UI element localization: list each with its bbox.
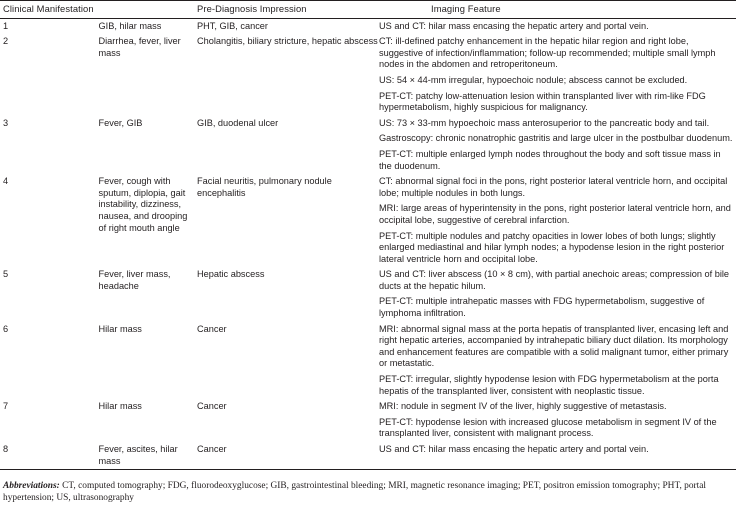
clinical-manifestation-cell: Diarrhea, fever, liver mass (98, 36, 181, 58)
clinical-manifestation-cell: Fever, cough with sputum, diplopia, gait instability, dizziness, nausea, and drooping of right mouth angle (98, 176, 188, 233)
table-row (0, 18, 736, 36)
table-row (0, 118, 736, 176)
imaging-finding: US and CT: hilar mass encasing the hepatic artery and portal vein. (379, 444, 649, 454)
abbreviations-label: Abbreviations: (3, 481, 60, 491)
row-number: 6 (3, 323, 9, 334)
imaging-feature-cell (379, 176, 736, 269)
prediagnosis-cell: PHT, GIB, cancer (197, 20, 268, 31)
imaging-finding: CT: abnormal signal foci in the pons, right posterior lateral ventricle horn, and occipital lobe; multiple nodules in both lungs. (379, 176, 728, 198)
imaging-finding: PET-CT: hypodense lesion with increased glucose metabolism in segment IV of the transplanted liver, consistent with malignant process. (379, 416, 717, 439)
table-row (0, 444, 736, 470)
imaging-finding: MRI: nodule in segment IV of the liver, highly suggestive of metastasis. (379, 401, 667, 412)
prediagnosis-cell: Facial neuritis, pulmonary nodule encephalitis (197, 176, 332, 198)
prediagnosis-cell: Cancer (197, 401, 227, 412)
imaging-feature-cell (379, 401, 736, 444)
clinical-manifestation-cell: Fever, GIB (98, 117, 143, 128)
prediagnosis-cell: Cancer (197, 323, 227, 334)
table-row (0, 269, 736, 323)
prediagnosis-cell: Hepatic abscess (197, 269, 265, 280)
abbreviations-footnote (3, 480, 737, 505)
row-number: 4 (3, 176, 9, 187)
table-row (0, 324, 736, 402)
row-number: 3 (3, 117, 9, 128)
prediagnosis-cell: Cancer (197, 444, 379, 470)
header-clinical-manifestation: Clinical Manifestation (0, 1, 197, 19)
imaging-finding: US: 73 × 33-mm hypoechoic mass anterosuperior to the pancreatic body and tail. (379, 117, 710, 128)
row-number: 5 (3, 269, 9, 280)
table-row (0, 401, 736, 444)
clinical-manifestation-cell: Hilar mass (98, 401, 142, 412)
row-number: 1 (3, 20, 9, 31)
prediagnosis-cell: Cholangitis, biliary stricture, hepatic abscess (197, 36, 378, 47)
row-number: 2 (3, 36, 9, 47)
imaging-finding: US and CT: liver abscess (10 × 8 cm), with partial anechoic areas; compression of bile ducts at the hepatic hilum. (379, 269, 730, 291)
table-header-row (0, 1, 736, 19)
clinical-manifestation-cell: GIB, hilar mass (98, 20, 162, 31)
imaging-finding: MRI: large areas of hyperintensity in the pons, right posterior lateral ventricle horn, and occipital lobe, suggestive of cerebral infarction. (379, 203, 731, 225)
imaging-feature-cell (379, 269, 736, 323)
imaging-finding: PET-CT: multiple intrahepatic masses with FDG hypermetabolism, suggestive of lymphoma infiltration. (379, 296, 705, 319)
clinical-manifestation-cell: Fever, ascites, hilar mass (99, 444, 198, 470)
imaging-feature-cell (379, 324, 736, 402)
header-prediagnosis-impression: Pre-Diagnosis Impression (197, 1, 379, 19)
imaging-feature-cell (379, 118, 736, 176)
imaging-feature-cell (379, 36, 736, 118)
table-row (0, 36, 736, 118)
row-number: 8 (0, 444, 99, 470)
prediagnosis-cell: GIB, duodenal ulcer (197, 117, 279, 128)
imaging-finding: US and CT: hilar mass encasing the hepatic artery and portal vein. (379, 20, 649, 31)
row-number: 7 (3, 401, 9, 412)
imaging-finding: PET-CT: irregular, slightly hypodense lesion with FDG hypermetabolism at the porta hepatis of the transplanted liver, consistent with neoplastic tissue. (379, 374, 719, 396)
imaging-finding: US: 54 × 44-mm irregular, hypoechoic nodule; abscess cannot be excluded. (379, 74, 688, 85)
imaging-finding: PET-CT: multiple nodules and patchy opacities in lower lobes of both lungs; slightly enlarged mediastinal and hilar lymph nodes; a hypodense lesion in the right posterior lateral ventricle horn and occipital lobe. (379, 230, 725, 264)
abbreviations-text: CT, computed tomography; FDG, fluorodeoxyglucose; GIB, gastrointestinal bleeding; MRI, magnetic resonance imaging; PET, positron emission tomography; PHT, portal hypertension; US, ultrasonography (3, 481, 707, 504)
clinical-manifestation-cell: Hilar mass (98, 323, 142, 334)
imaging-finding: PET-CT: patchy low-attenuation lesion within transplanted liver with rim-like FDG hypermetabolism, highly suspicious for malignancy. (379, 90, 706, 113)
imaging-feature-cell (379, 18, 736, 36)
clinical-manifestation-cell: Fever, liver mass, headache (98, 269, 171, 291)
imaging-feature-cell (379, 444, 736, 470)
table-row (0, 176, 736, 269)
imaging-finding: CT: ill-defined patchy enhancement in the hepatic hilar region and right lobe, suggestive of infection/inflammation; follow-up recommended; multiple small lymph nodes in the abdomen and retroperitoneum. (379, 36, 716, 70)
imaging-finding: MRI: abnormal signal mass at the porta hepatis of transplanted liver, encasing left and right hepatic arteries, accompanied by intrahepatic biliary duct dilation. Its morphology and enhancement features are compatible with a solid malignant tumor, either primary or metastatic. (379, 323, 729, 369)
imaging-finding: PET-CT: multiple enlarged lymph nodes throughout the body and soft tissue mass in the duodenum. (379, 148, 721, 171)
header-imaging-feature: Imaging Feature (379, 1, 736, 19)
table-body (0, 18, 736, 470)
imaging-finding: Gastroscopy: chronic nonatrophic gastritis and large ulcer in the postbulbar duodenum. (379, 133, 733, 144)
